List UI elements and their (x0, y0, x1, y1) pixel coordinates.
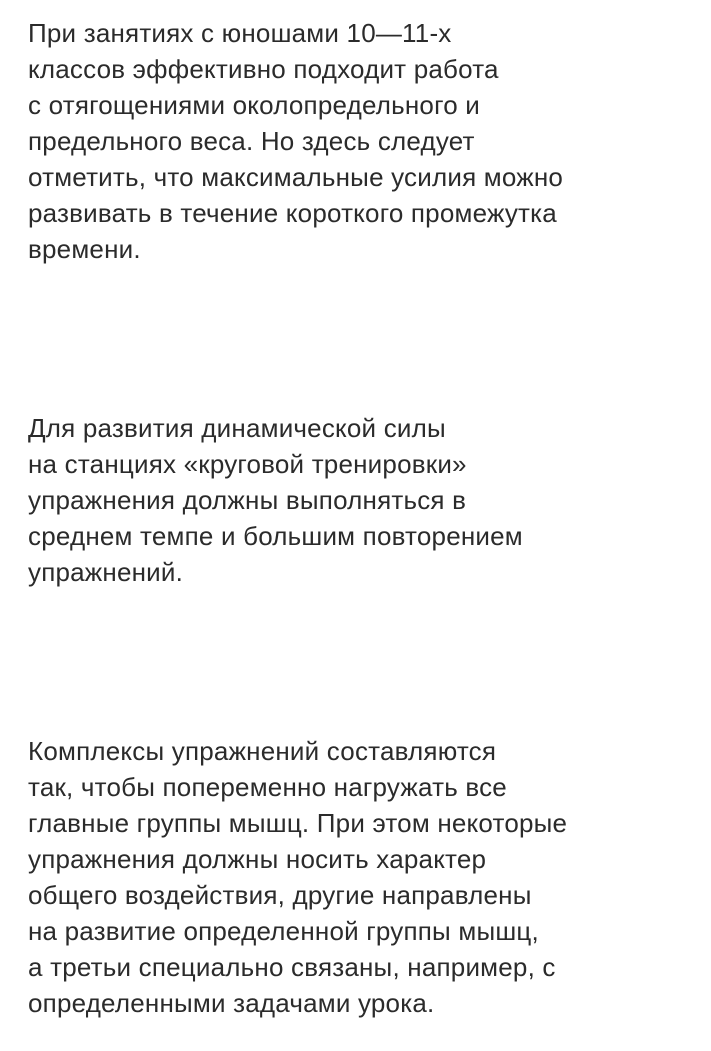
paragraph-line: предельного веса. Но здесь следует (28, 126, 475, 156)
paragraph-line: общего воздействия, другие направлены (28, 880, 532, 910)
paragraph-line: с отягощениями околопредельного и (28, 90, 481, 120)
paragraph-3 (28, 733, 567, 1021)
paragraph-line: классов эффективно подходит работа (28, 54, 499, 84)
paragraph-line: так, чтобы попеременно нагружать все (28, 772, 507, 802)
paragraph-line: времени. (28, 234, 141, 264)
paragraph-line: упражнений. (28, 557, 184, 587)
paragraph-line: развивать в течение короткого промежутка (28, 198, 557, 228)
paragraph-line: При занятиях с юношами 10—11-х (28, 18, 452, 48)
paragraph-2 (28, 410, 523, 590)
paragraph-line: Для развития динамической силы (28, 413, 446, 443)
paragraph-line: среднем темпе и большим повторением (28, 521, 523, 551)
paragraph-line: упражнения должны носить характер (28, 844, 487, 874)
paragraph-line: отметить, что максимальные усилия можно (28, 162, 564, 192)
paragraph-line: определенными задачами урока. (28, 988, 435, 1018)
paragraph-line: упражнения должны выполняться в (28, 485, 467, 515)
paragraph-line: на станциях «круговой тренировки» (28, 449, 467, 479)
paragraph-line: на развитие определенной группы мышц, (28, 916, 539, 946)
paragraph-line: главные группы мышц. При этом некоторые (28, 808, 568, 838)
paragraph-line: Комплексы упражнений составляются (28, 736, 497, 766)
paragraph-line: а третьи специально связаны, например, с (28, 952, 556, 982)
paragraph-1 (28, 15, 563, 267)
